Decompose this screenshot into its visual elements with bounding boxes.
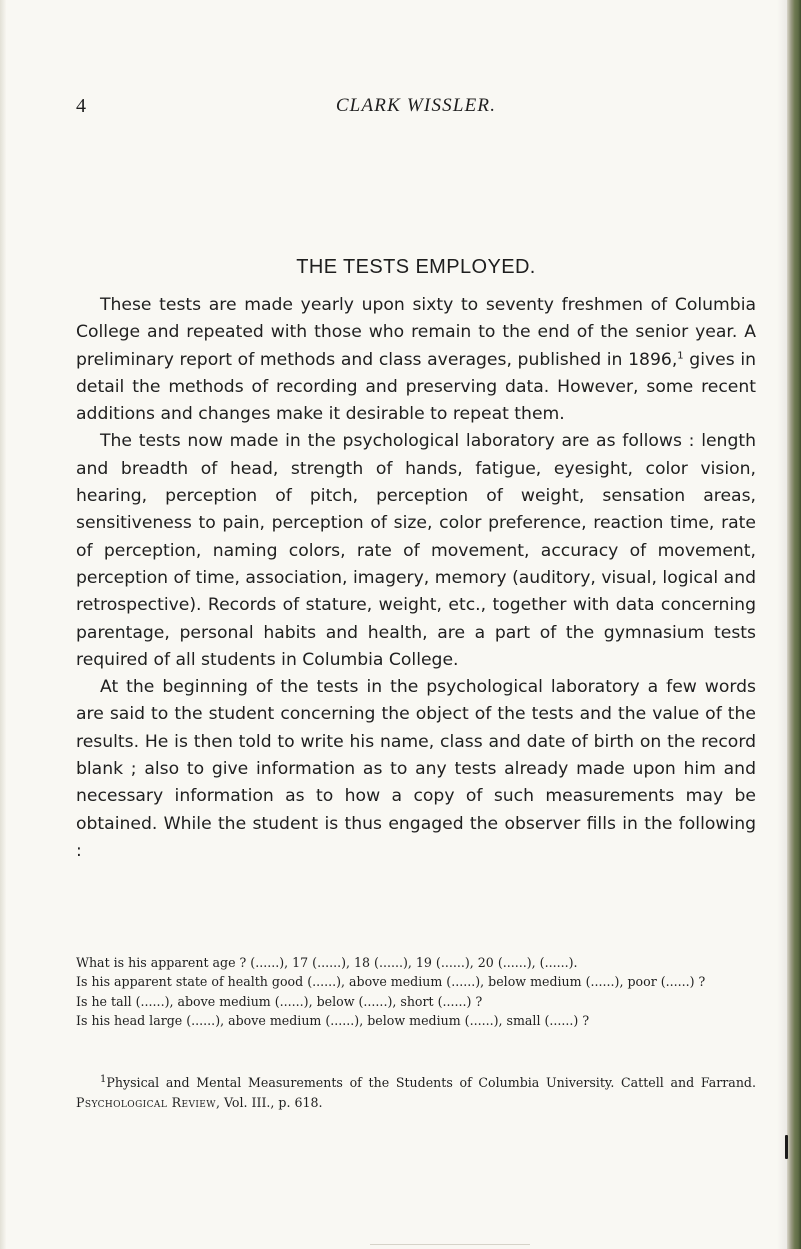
footnote-volume: , Vol. III., p. 618. [215, 1094, 323, 1110]
footnote-mark: 1 [100, 1073, 107, 1085]
section-title: THE TESTS EMPLOYED. [296, 256, 536, 278]
book-binding-edge [787, 0, 801, 1249]
observer-form-questions [76, 953, 756, 1030]
paragraph-1 [76, 292, 756, 428]
form-question-head-size: Is his head large (......), above medium (......), below medium (......), small (......) ? [76, 1012, 590, 1028]
page-bottom-mark [370, 1244, 530, 1245]
form-question-height: Is he tall (......), above medium (......), below (......), short (......) ? [76, 993, 483, 1009]
footnote-text [76, 1073, 756, 1112]
paragraph-3: At the beginning of the tests in the psychological laboratory a few words are said to the student concerning the object of the tests and the value of the results. He is then told to write his name, class and date of birth on the record blank ; also to give information as to any tests already made upon him and necessary information as to how a copy of such measurements may be obtained. While the student is thus engaged the observer fills in the following : [76, 677, 756, 861]
footnote-reference: 1 [677, 349, 684, 361]
paragraph-2: The tests now made in the psychological laboratory are as follows : length and breadth of head, strength of hands, fatigue, eyesight, color vision, hearing, perception of pitch, perception of weight, sensation areas, sensitiveness to pain, perception of size, color preference, reaction time, rate of perception, naming colors, rate of movement, accuracy of movement, perception of time, association, imagery, memory (auditory, visual, logical and retrospective). Records of stature, weight, etc., together with data concerning parentage, personal habits and health, are a part of the gymnasium tests required of all students in Columbia College. [76, 431, 756, 670]
form-question-health: Is his apparent state of health good (......), above medium (......), below medium (......), poor (......) ? [76, 974, 706, 990]
paragraph-1-text-end: gives in detail the methods of recording and preserving data. However, some recent additions and changes make it desirable to repeat them. [76, 349, 757, 425]
page-number: 4 [76, 95, 86, 117]
paragraph-1-text-start: These tests are made yearly upon sixty to seventy freshmen of Columbia College and repeated with those who remain to the end of the senior year. A preliminary report of methods and class averages, published in 1896, [76, 295, 756, 370]
form-question-age: What is his apparent age ? (......), 17 (......), 18 (......), 19 (......), 20 (......), (......). [76, 955, 578, 970]
page-edge-shadow [777, 0, 787, 1249]
body-text [76, 292, 756, 865]
page-header [76, 92, 756, 120]
footnote-journal: Psychological Review [76, 1094, 216, 1110]
running-head: CLARK WISSLER. [335, 95, 497, 116]
page-left-edge [0, 0, 6, 1249]
footnote [76, 1073, 756, 1112]
footnote-citation: Physical and Mental Measurements of the Students of Columbia University. Cattell and Farrand. [106, 1075, 756, 1090]
ink-mark [785, 1135, 788, 1159]
